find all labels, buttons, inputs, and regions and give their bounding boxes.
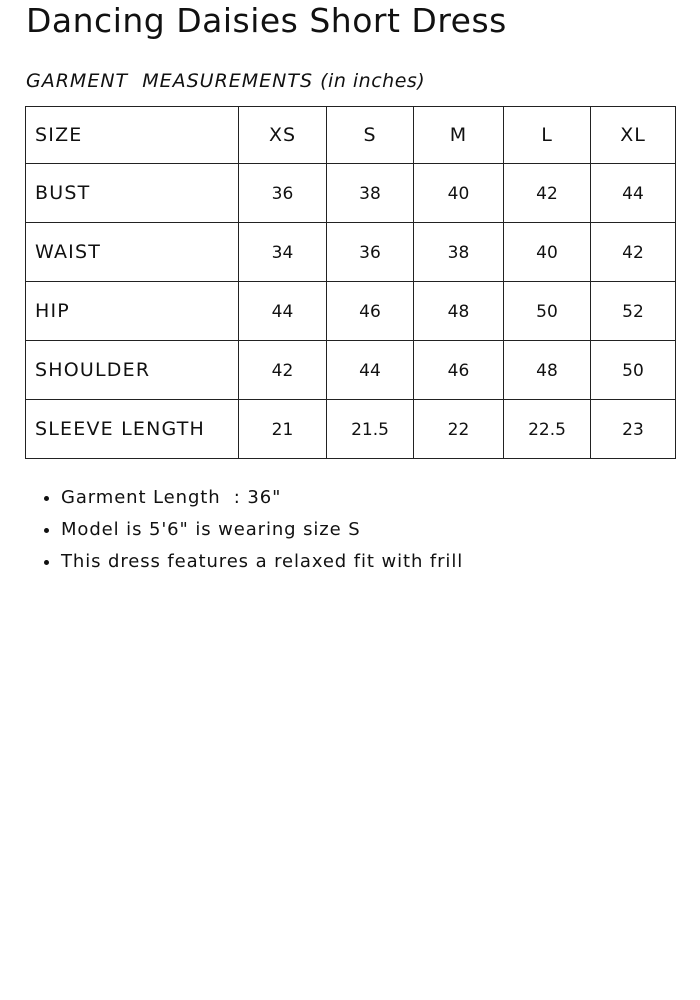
size-header-label: SIZE [26, 107, 239, 164]
cell-waist-xs: 34 [239, 223, 327, 282]
table-row-waist [26, 223, 676, 282]
measurements-heading [26, 68, 425, 94]
cell-bust-s: 38 [327, 164, 414, 223]
cell-bust-xs: 36 [239, 164, 327, 223]
cell-sleeve-l: 22.5 [504, 400, 591, 459]
table-row-shoulder [26, 341, 676, 400]
bullet-icon [44, 560, 49, 565]
size-header-l: L [504, 107, 591, 164]
row-label-waist: WAIST [26, 223, 239, 282]
bullet-icon [44, 528, 49, 533]
size-chart-table [25, 106, 676, 459]
row-label-shoulder: SHOULDER [26, 341, 239, 400]
row-label-bust: BUST [26, 164, 239, 223]
cell-waist-xl: 42 [591, 223, 676, 282]
size-header-xl: XL [591, 107, 676, 164]
cell-sleeve-xl: 23 [591, 400, 676, 459]
table-row-bust [26, 164, 676, 223]
cell-shoulder-xs: 42 [239, 341, 327, 400]
measurements-heading-main: GARMENT MEASUREMENTS [26, 70, 314, 92]
cell-waist-m: 38 [414, 223, 504, 282]
size-header-s: S [327, 107, 414, 164]
cell-bust-xl: 44 [591, 164, 676, 223]
size-header-row [26, 107, 676, 164]
cell-bust-m: 40 [414, 164, 504, 223]
row-label-hip: HIP [26, 282, 239, 341]
note-fit: This dress features a relaxed fit with frill [61, 551, 464, 572]
cell-hip-xl: 52 [591, 282, 676, 341]
note-garment-length: Garment Length : 36" [61, 487, 282, 508]
garment-notes-list [26, 482, 463, 578]
cell-shoulder-s: 44 [327, 341, 414, 400]
bullet-icon [44, 496, 49, 501]
cell-shoulder-l: 48 [504, 341, 591, 400]
cell-hip-m: 48 [414, 282, 504, 341]
table-row-hip [26, 282, 676, 341]
measurements-heading-unit: (in inches) [320, 70, 426, 92]
list-item [61, 482, 463, 514]
note-model-size: Model is 5'6" is wearing size S [61, 519, 361, 540]
cell-waist-s: 36 [327, 223, 414, 282]
list-item [61, 514, 463, 546]
cell-waist-l: 40 [504, 223, 591, 282]
cell-sleeve-m: 22 [414, 400, 504, 459]
size-header-xs: XS [239, 107, 327, 164]
table-row-sleeve-length [26, 400, 676, 459]
row-label-sleeve-length: SLEEVE LENGTH [26, 400, 239, 459]
cell-hip-s: 46 [327, 282, 414, 341]
size-header-m: M [414, 107, 504, 164]
cell-sleeve-xs: 21 [239, 400, 327, 459]
cell-hip-xs: 44 [239, 282, 327, 341]
cell-shoulder-xl: 50 [591, 341, 676, 400]
cell-sleeve-s: 21.5 [327, 400, 414, 459]
cell-bust-l: 42 [504, 164, 591, 223]
cell-shoulder-m: 46 [414, 341, 504, 400]
cell-hip-l: 50 [504, 282, 591, 341]
page-title: Dancing Daisies Short Dress [26, 1, 507, 40]
list-item [61, 546, 463, 578]
